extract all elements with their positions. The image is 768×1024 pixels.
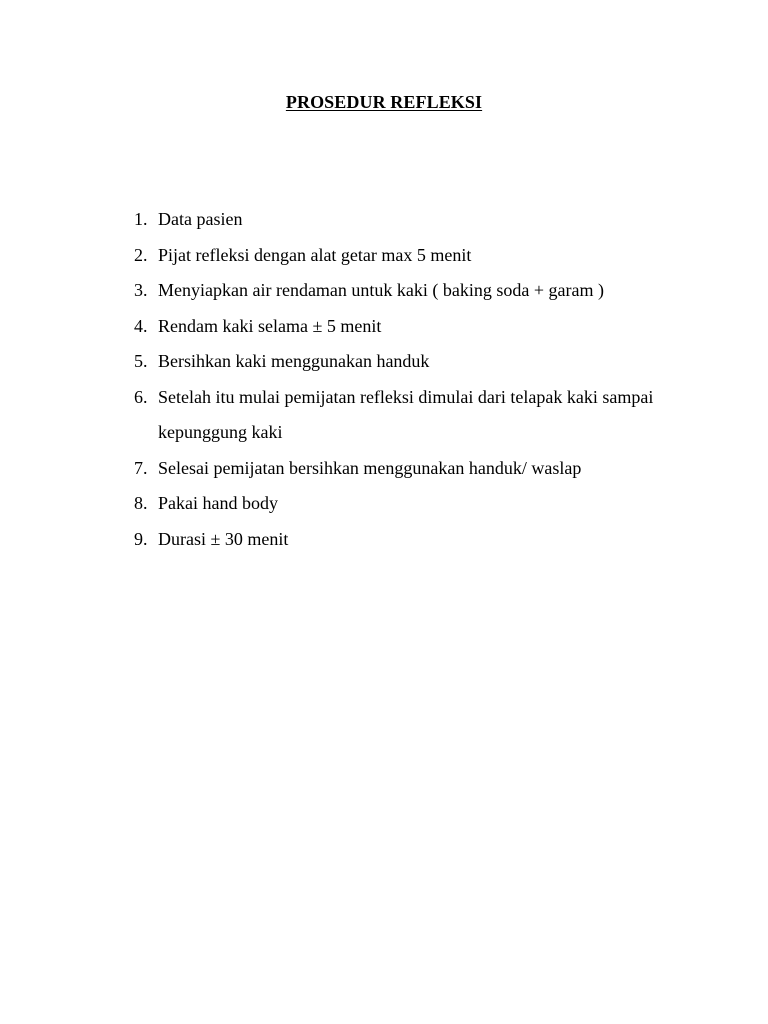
list-item [134,344,694,380]
list-item-number: 7. [134,457,148,478]
list-item-text: Setelah itu mulai pemijatan refleksi dimulai dari telapak kaki sampai kepunggung kaki [158,386,654,442]
list-item [134,451,694,487]
list-item-text: Menyiapkan air rendaman untuk kaki ( baking soda + garam ) [158,280,605,300]
list-item [134,522,694,558]
list-item-number: 4. [134,315,148,336]
list-item-text: Pakai hand body [158,493,278,513]
list-item [134,486,694,522]
document-title: PROSEDUR REFLEKSI [285,92,483,112]
list-item-number: 6. [134,386,148,407]
list-item-text: Selesai pemijatan bersihkan menggunakan handuk/ waslap [158,457,582,478]
list-item [134,380,694,451]
list-item-number: 9. [134,528,148,549]
list-item-text: Durasi ± 30 menit [158,528,289,549]
procedure-list [134,202,694,557]
list-item-number: 5. [134,351,148,371]
list-item-number: 2. [134,244,148,265]
list-item-text: Data pasien [158,209,243,229]
list-item-number: 3. [134,280,148,300]
list-item [134,309,694,345]
list-item-number: 1. [134,209,148,229]
list-item [134,273,694,309]
list-item-text: Pijat refleksi dengan alat getar max 5 menit [158,244,472,265]
list-item [134,238,694,274]
list-item-text: Rendam kaki selama ± 5 menit [158,315,382,336]
list-item [134,202,694,238]
list-item-text: Bersihkan kaki menggunakan handuk [158,351,430,371]
list-item-number: 8. [134,493,148,513]
